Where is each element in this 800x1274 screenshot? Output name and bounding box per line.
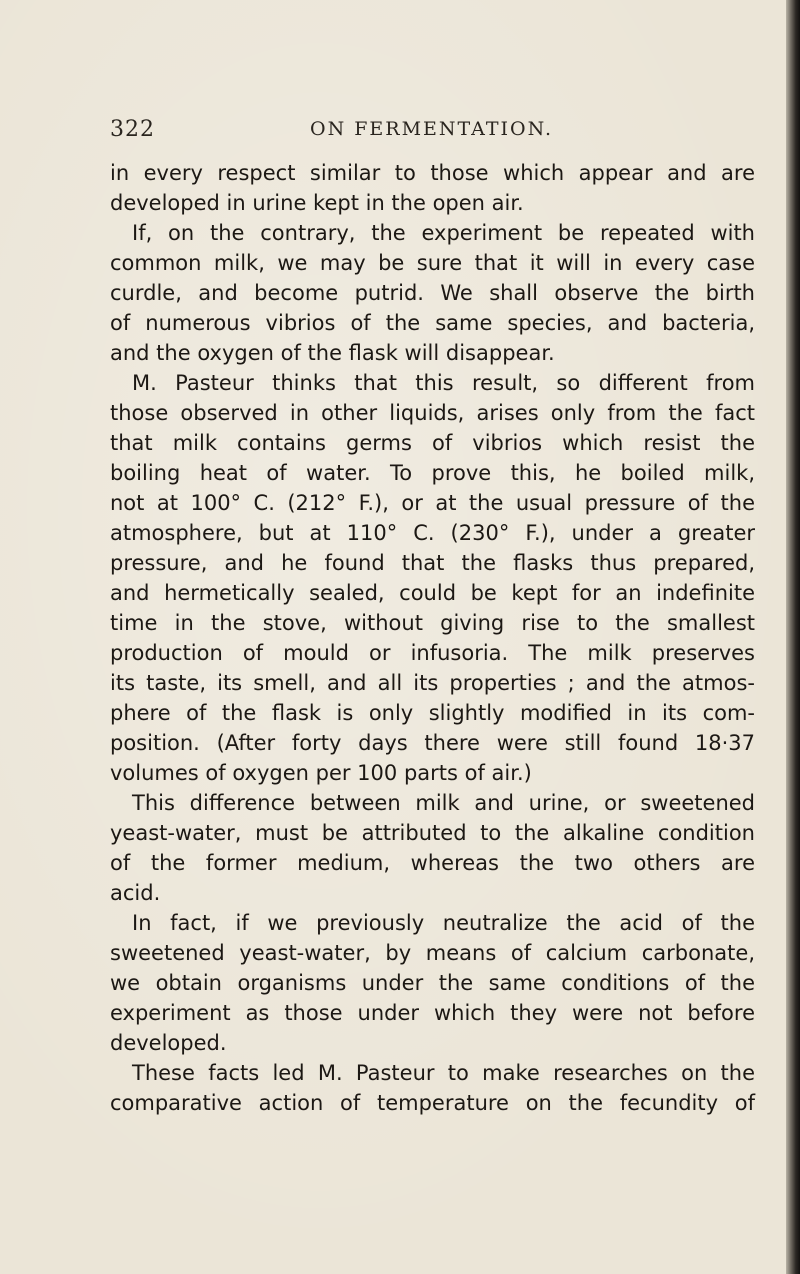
text-line: experiment as those under which they were not before — [110, 1001, 755, 1025]
text-line: If, on the contrary, the experiment be repeated with — [132, 221, 755, 245]
text-line: time in the stove, without giving rise to the smallest — [110, 611, 755, 635]
text-line: comparative action of temperature on the fecundity of — [110, 1091, 755, 1115]
text-line: and the oxygen of the flask will disappear. — [110, 341, 555, 365]
page-header — [110, 117, 750, 147]
text-line: common milk, we may be sure that it will in every case — [110, 251, 755, 275]
text-line: These facts led M. Pasteur to make researches on the — [132, 1061, 755, 1085]
text-line: its taste, its smell, and all its properties ; and the atmos- — [110, 671, 755, 695]
text-line: M. Pasteur thinks that this result, so different from — [132, 371, 755, 395]
text-line: position. (After forty days there were still found 18·37 — [110, 731, 755, 755]
text-line: we obtain organisms under the same conditions of the — [110, 971, 755, 995]
text-line: phere of the flask is only slightly modified in its com- — [110, 701, 755, 725]
text-line: acid. — [110, 881, 161, 905]
text-line: volumes of oxygen per 100 parts of air.) — [110, 761, 532, 785]
page-number: 322 — [110, 117, 155, 142]
text-line: This difference between milk and urine, or sweetened — [132, 791, 755, 815]
text-line: curdle, and become putrid. We shall observe the birth — [110, 281, 755, 305]
text-line: yeast-water, must be attributed to the alkaline condition — [110, 821, 755, 845]
text-line: boiling heat of water. To prove this, he boiled milk, — [110, 461, 755, 485]
text-line: developed. — [110, 1031, 227, 1055]
text-line: atmosphere, but at 110° C. (230° F.), under a greater — [110, 521, 755, 545]
text-line: not at 100° C. (212° F.), or at the usual pressure of the — [110, 491, 755, 515]
text-line: developed in urine kept in the open air. — [110, 191, 524, 215]
text-line: sweetened yeast-water, by means of calcium carbonate, — [110, 941, 755, 965]
text-line: in every respect similar to those which appear and are — [110, 161, 755, 185]
text-line: and hermetically sealed, could be kept for an indefinite — [110, 581, 755, 605]
text-line: those observed in other liquids, arises only from the fact — [110, 401, 755, 425]
text-line: production of mould or infusoria. The milk preserves — [110, 641, 755, 665]
text-line: of the former medium, whereas the two others are — [110, 851, 755, 875]
text-line: that milk contains germs of vibrios which resist the — [110, 431, 755, 455]
page-edge-shadow — [786, 0, 800, 1274]
text-line: In fact, if we previously neutralize the acid of the — [132, 911, 755, 935]
text-line: of numerous vibrios of the same species, and bacteria, — [110, 311, 755, 335]
text-line: pressure, and he found that the flasks thus prepared, — [110, 551, 755, 575]
running-head: ON FERMENTATION. — [310, 118, 554, 140]
body-text — [110, 158, 755, 1118]
